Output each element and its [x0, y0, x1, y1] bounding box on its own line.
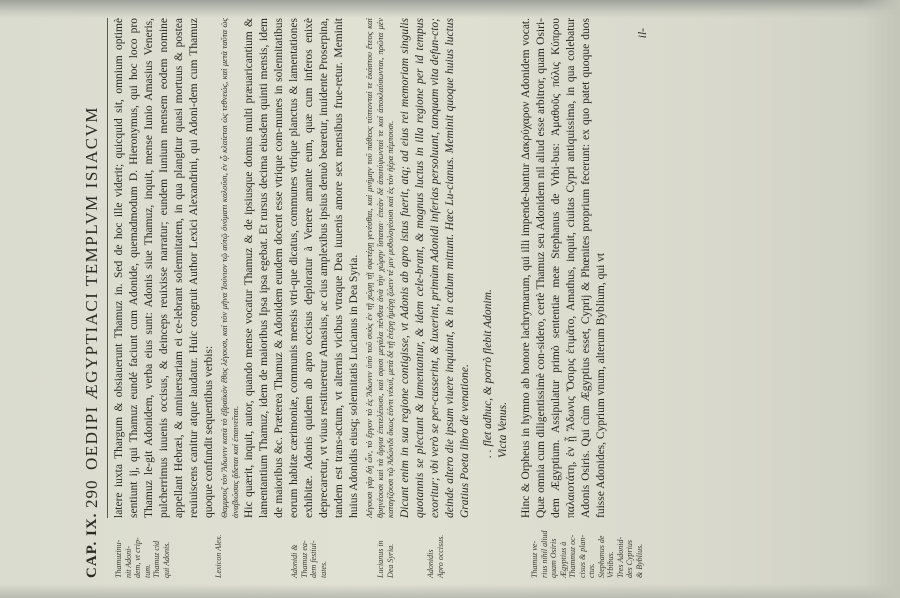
- greek-quotation-lucian: Λέγουσι γὰρ δὴ ὦν, τὸ ἔργον τὸ ἐς Ἄδωνιν ὑπὸ τοῦ συὸς ἐν τῇ χώρῃ τῇ σφετέρῃ γενέσθαι, καὶ μνήμην τοῦ πάθεος τύπτονταί τε ἑκάστου ἔτεος καὶ θρηνέουσι καὶ τὰ ὄργια ἐπιτελέουσι, καί σφισι μεγάλα πένθεα ἀνὰ τὴν χώρην ἵσταται· ἐπεὰν δὲ ἀποτύψωνταί τε καὶ ἀποκλαύσωνται, πρῶτα μὲν καταγίζουσι τῷ Ἀδώνιδι ὅκως ἐόντι νέκυϊ, μετὰ δὲ τῇ ἑτέρῃ ἡμέρῃ ζώειν τέ μιν μυθολογέουσι καὶ ἐς τὸν ἠέρα πέμπουσι.: [364, 18, 395, 518]
- chapter-label: CAP. IX.: [84, 512, 100, 578]
- paragraph-adonis: Hic quærit, inquit, autor, quando mense vocatur Thamuz & de ipsiusque domus multi præuaricantium & lamentantium Thamuz, idem de maioribus Ipsa ipsa egebat. Et rursus decima eiusdem quinti mensis, idem de maioribus &c. Præterea Thamuz & Adonidem eundem docent esse vtrique com-munes in solennitatibus eorum habitæ cærimoniæ, communis mensis vtri-que dicatus, communes vtrique planctus & lamentationes exhibitæ. Adonis quidem ab apro occisus deploratur à Venere amante eum, quæ cum inferos enixè deprecaretur, vt viuus restitueretur Amasius, ac cius amplexibus ipsius denuò bearetur, inuidente Proserpina, tandem est trans-actum, vt alternis vicibus vtraque Dea iuuenis amore sex mensibus frue-retur. Meminit huius Adonidis eiusq; solennitatis Lucianus in Dea Syria.: [243, 18, 360, 518]
- margin-note-lucianus: [376, 522, 395, 578]
- rotated-book-page: [82, 18, 872, 578]
- margin-line: nit Adoni-: [123, 545, 133, 578]
- margin-line: Thamuz ea-: [299, 540, 309, 578]
- catchword: il-: [637, 28, 649, 39]
- margin-note-adonidis: [426, 522, 445, 578]
- margin-line: Vrbibus.: [606, 551, 615, 578]
- book-binding-shadow: [0, 0, 900, 18]
- margin-line: Thamuz cid: [152, 540, 161, 578]
- margin-line: Ægyptius à: [558, 541, 568, 578]
- margin-note-lexicon: [214, 522, 224, 578]
- paragraph-orpheus: Hinc & Orpheus in hymno ab honore lachrymarum, qui illi impende-bantur Δακρύχαρον Adonidem vocat. Quæ omnia cum diligentissimè con-sidero, certè Thamuz seu Adonidem nil aliud esse arbitror, quam Osiri-dem Ægyptium. Assipulatur primò sententiæ meæ Stephanus de Vrbi-bus: Ἀμαθοῦς πόλις Κύπρου παλαιοτάτη, ἐν ᾗ Ἄδωνις Ὄσιρις ἐτιμᾶτο, Amathus, inquit, ciuitas Cypri antiquissima, in qua colebatur Adonis Osiris. Qui cùm Ægyptius esset, Cyprij & Phœnites proprium fecerunt: ex quo patet quoque duos fuisse Adonides, Cyprium vnum, alterum Byblium, qui vt: [519, 18, 607, 518]
- margin-line: Apro occisus.: [435, 534, 445, 578]
- margin-line: cisus & plan-: [577, 534, 587, 578]
- paragraph-lucian-translation: Dicunt enim in sua regione contigisse, vt Adonis ab apro istus fuerit, atq; ad eius rei memoriam singulis quotannis se plectunt & lamentantur, & idem cele-brant, & magnus luctus in illa regione per id tempus exoritur; vbi verò se per-cusserint, & luxerint, primùm Adonidi inferias persoluunt, tanquam vita defun-cto; deinde altero die ipsum viuere inquiunt, & in cœlum mittunt. Hæc Lu-cianus. Meminit quoque huius luctus Gratius Poeta libro de venatione.: [398, 18, 471, 518]
- running-header: [82, 18, 108, 578]
- verse-quotation: [481, 18, 511, 458]
- margin-line: Thamuz ve-: [530, 540, 539, 578]
- margin-line: Thamuzinu-: [114, 539, 123, 578]
- margin-line: Stephanus de: [596, 535, 606, 578]
- margin-note-osiris: [530, 522, 644, 578]
- verse-line: Victa Venus.: [496, 402, 509, 458]
- margin-line: qui Adonis.: [161, 541, 171, 578]
- header-rule: [107, 18, 108, 518]
- margin-line: Lexicon Alex.: [214, 534, 223, 578]
- main-text-column: [112, 18, 611, 518]
- margin-line: rius nihil aliud: [539, 530, 549, 578]
- greek-quotation-lexicon: Θαμμουζ τὸν Ἄδωνιν κατὰ τὸ ἑβραϊκὸν ἔθος λέγουσι, καὶ τὸν μῆνα Ἰούνιον τῷ αὐτῷ ὀνόματι καλοῦσι, ἐν ᾧ κλαίεται ὡς τεθνεώς, καὶ μετὰ ταῦτα ὡς ἀναβιώσας ᾄδεται καὶ ἐπαινεῖται.: [219, 18, 240, 518]
- margin-line: tum.: [142, 564, 152, 578]
- margin-line: Adonidis: [426, 549, 435, 578]
- margin-line: Lucianus in: [376, 540, 385, 578]
- margin-line: tates.: [318, 560, 328, 578]
- margin-note-thamuz: [114, 522, 171, 578]
- paragraph-hieronymus: latere iuxta Thargum & obsiauerunt Thamuz in. Sed de hoc ille viderit; quicquid sit, omnium optimè sentiunt ij, qui Thamuz eundé faciunt cum Adonide, quemadmodum D. Hieronymus, qui hoc loco pro Thamuz le-git Adonidem, verba eius sunt: Adonis siue Thamuz, inquit, mense Iunio Amasius Veneris, pulcherrimus iuuenis occisus, & deinceps reuixisse narratur; eundem Iunium mensem eodem nomine appellant Hebræi, & anniuersariam ei ce-lebrant solemnitatem, in qua plangitur quasi mortuus & postea reuiuiscens canitur atque laudatur. Huic congruit Author Lexici Alexandrini, qui Adoni-dem cum Thamuz quoque confundit sequentibus verbis:: [113, 18, 215, 518]
- margin-line: des Cyprius: [625, 540, 634, 578]
- page-number: 290: [82, 479, 101, 508]
- margin-line: dem festiui-: [309, 540, 318, 578]
- margin-line: quam Osiris: [549, 538, 558, 578]
- margin-note-adonidi: [290, 522, 328, 578]
- verse-line: . . flet adhuc, & porrò flebit Adonim.: [481, 289, 494, 458]
- page-bottom-shadow: [0, 584, 900, 598]
- margin-line: ctus.: [587, 563, 596, 578]
- margin-line: & Byblius.: [634, 543, 644, 578]
- margin-line: Adonidi &: [290, 544, 299, 578]
- margin-line: dem, vt crip-: [133, 537, 142, 578]
- margin-line: Thammuz oc-: [568, 534, 577, 578]
- running-title: OEDIPI ÆGYPTIACI TEMPLVM ISIACVM: [82, 106, 101, 470]
- margin-line: Tres Adonid-: [615, 536, 625, 578]
- margin-line: Dea Syria.: [385, 543, 395, 578]
